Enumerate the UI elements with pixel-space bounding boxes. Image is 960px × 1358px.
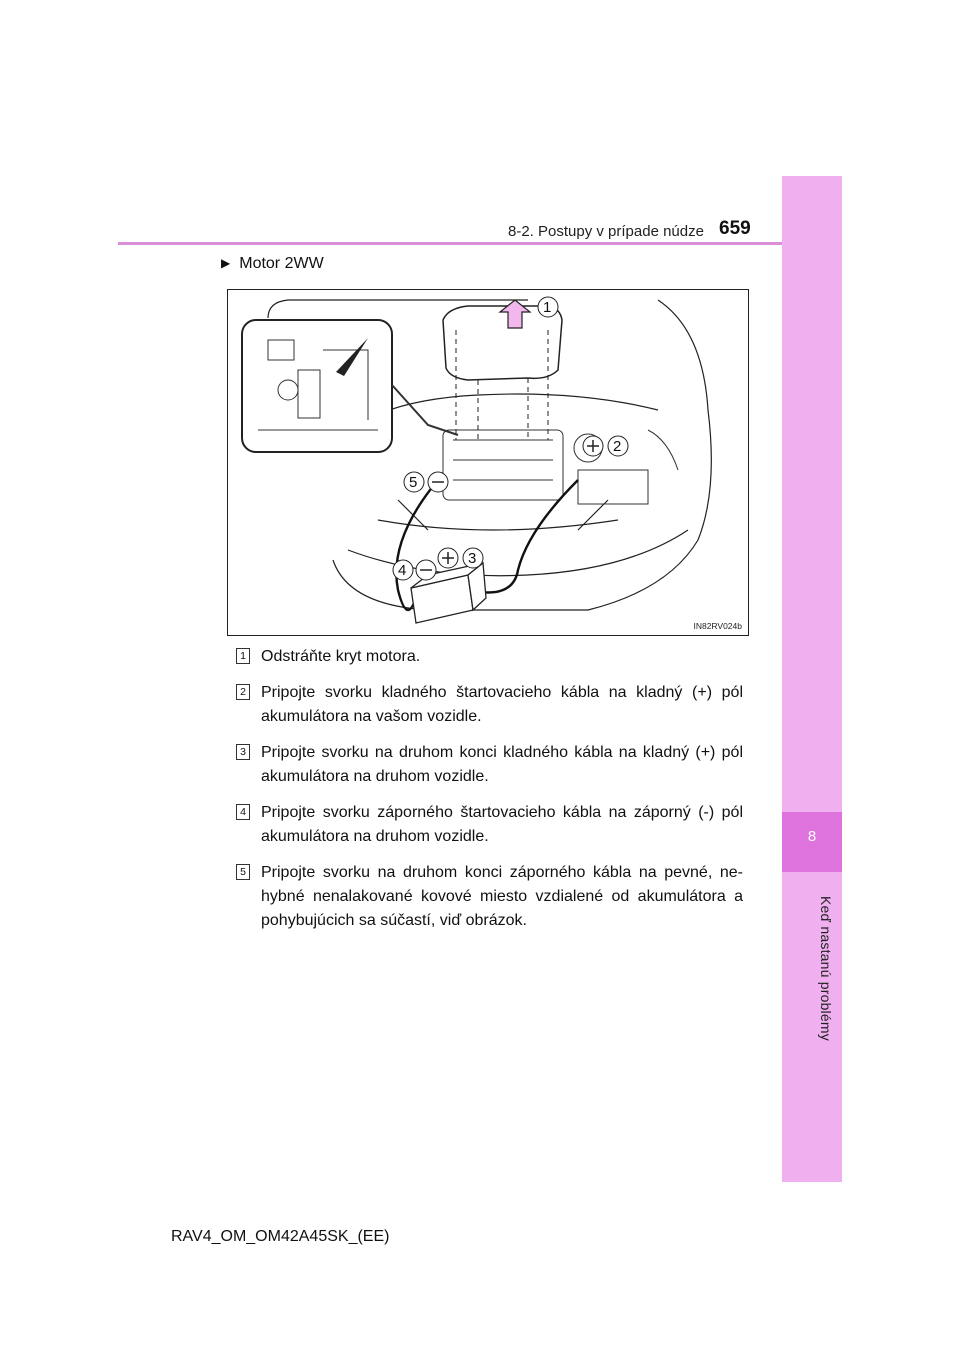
engine-cover xyxy=(443,306,562,380)
callout-2-label: 2 xyxy=(613,438,622,455)
step-text: Pripojte svorku na druhom konci záporného kábla na pevné, ne-hybné nenalakované kovové miesto vzdialené od akumulátora a pohybujúcich sa súčastí, viď obrázok. xyxy=(261,864,743,929)
document-code: RAV4_OM_OM42A45SK_(EE) xyxy=(171,1228,390,1245)
engine-bay-drawing xyxy=(228,290,748,635)
step-text: Pripojte svorku kladného štartovacieho kábla na kladný (+) pól akumulátora na vašom vozidle. xyxy=(261,684,743,725)
chapter-title: Keď nastanú problémy xyxy=(818,896,834,1041)
step-item xyxy=(236,741,743,789)
header-divider xyxy=(118,242,782,245)
callout-4-label: 4 xyxy=(398,562,407,579)
callout-3-label: 3 xyxy=(468,550,477,567)
figure-code: IN82RV024b xyxy=(693,621,742,631)
subtitle xyxy=(221,255,324,273)
subtitle-text: Motor 2WW xyxy=(239,255,324,272)
step-item xyxy=(236,861,743,933)
callout-1-label: 1 xyxy=(543,299,552,316)
step-number: 3 xyxy=(236,744,250,760)
step-number: 1 xyxy=(236,648,250,664)
step-item xyxy=(236,801,743,849)
detail-inset xyxy=(242,320,392,452)
step-text: Pripojte svorku záporného štartovacieho kábla na záporný (-) pól akumulátora na druhom vozidle. xyxy=(261,804,743,845)
step-number: 2 xyxy=(236,684,250,700)
step-number: 5 xyxy=(236,864,250,880)
step-text: Pripojte svorku na druhom konci kladného kábla na kladný (+) pól akumulátora na druhom vozidle. xyxy=(261,744,743,785)
step-item xyxy=(236,645,743,669)
triangle-bullet-icon: ▶ xyxy=(221,256,231,270)
page-number: 659 xyxy=(719,218,751,239)
step-number: 4 xyxy=(236,804,250,820)
chapter-sidebar xyxy=(782,176,842,1182)
callout-5-label: 5 xyxy=(409,474,418,491)
section-heading: 8-2. Postupy v prípade núdze xyxy=(508,223,704,240)
instruction-list xyxy=(236,645,743,945)
step-item xyxy=(236,681,743,729)
chapter-number: 8 xyxy=(807,828,817,845)
engine-illustration xyxy=(227,289,749,636)
step-text: Odstráňte kryt motora. xyxy=(261,648,421,665)
